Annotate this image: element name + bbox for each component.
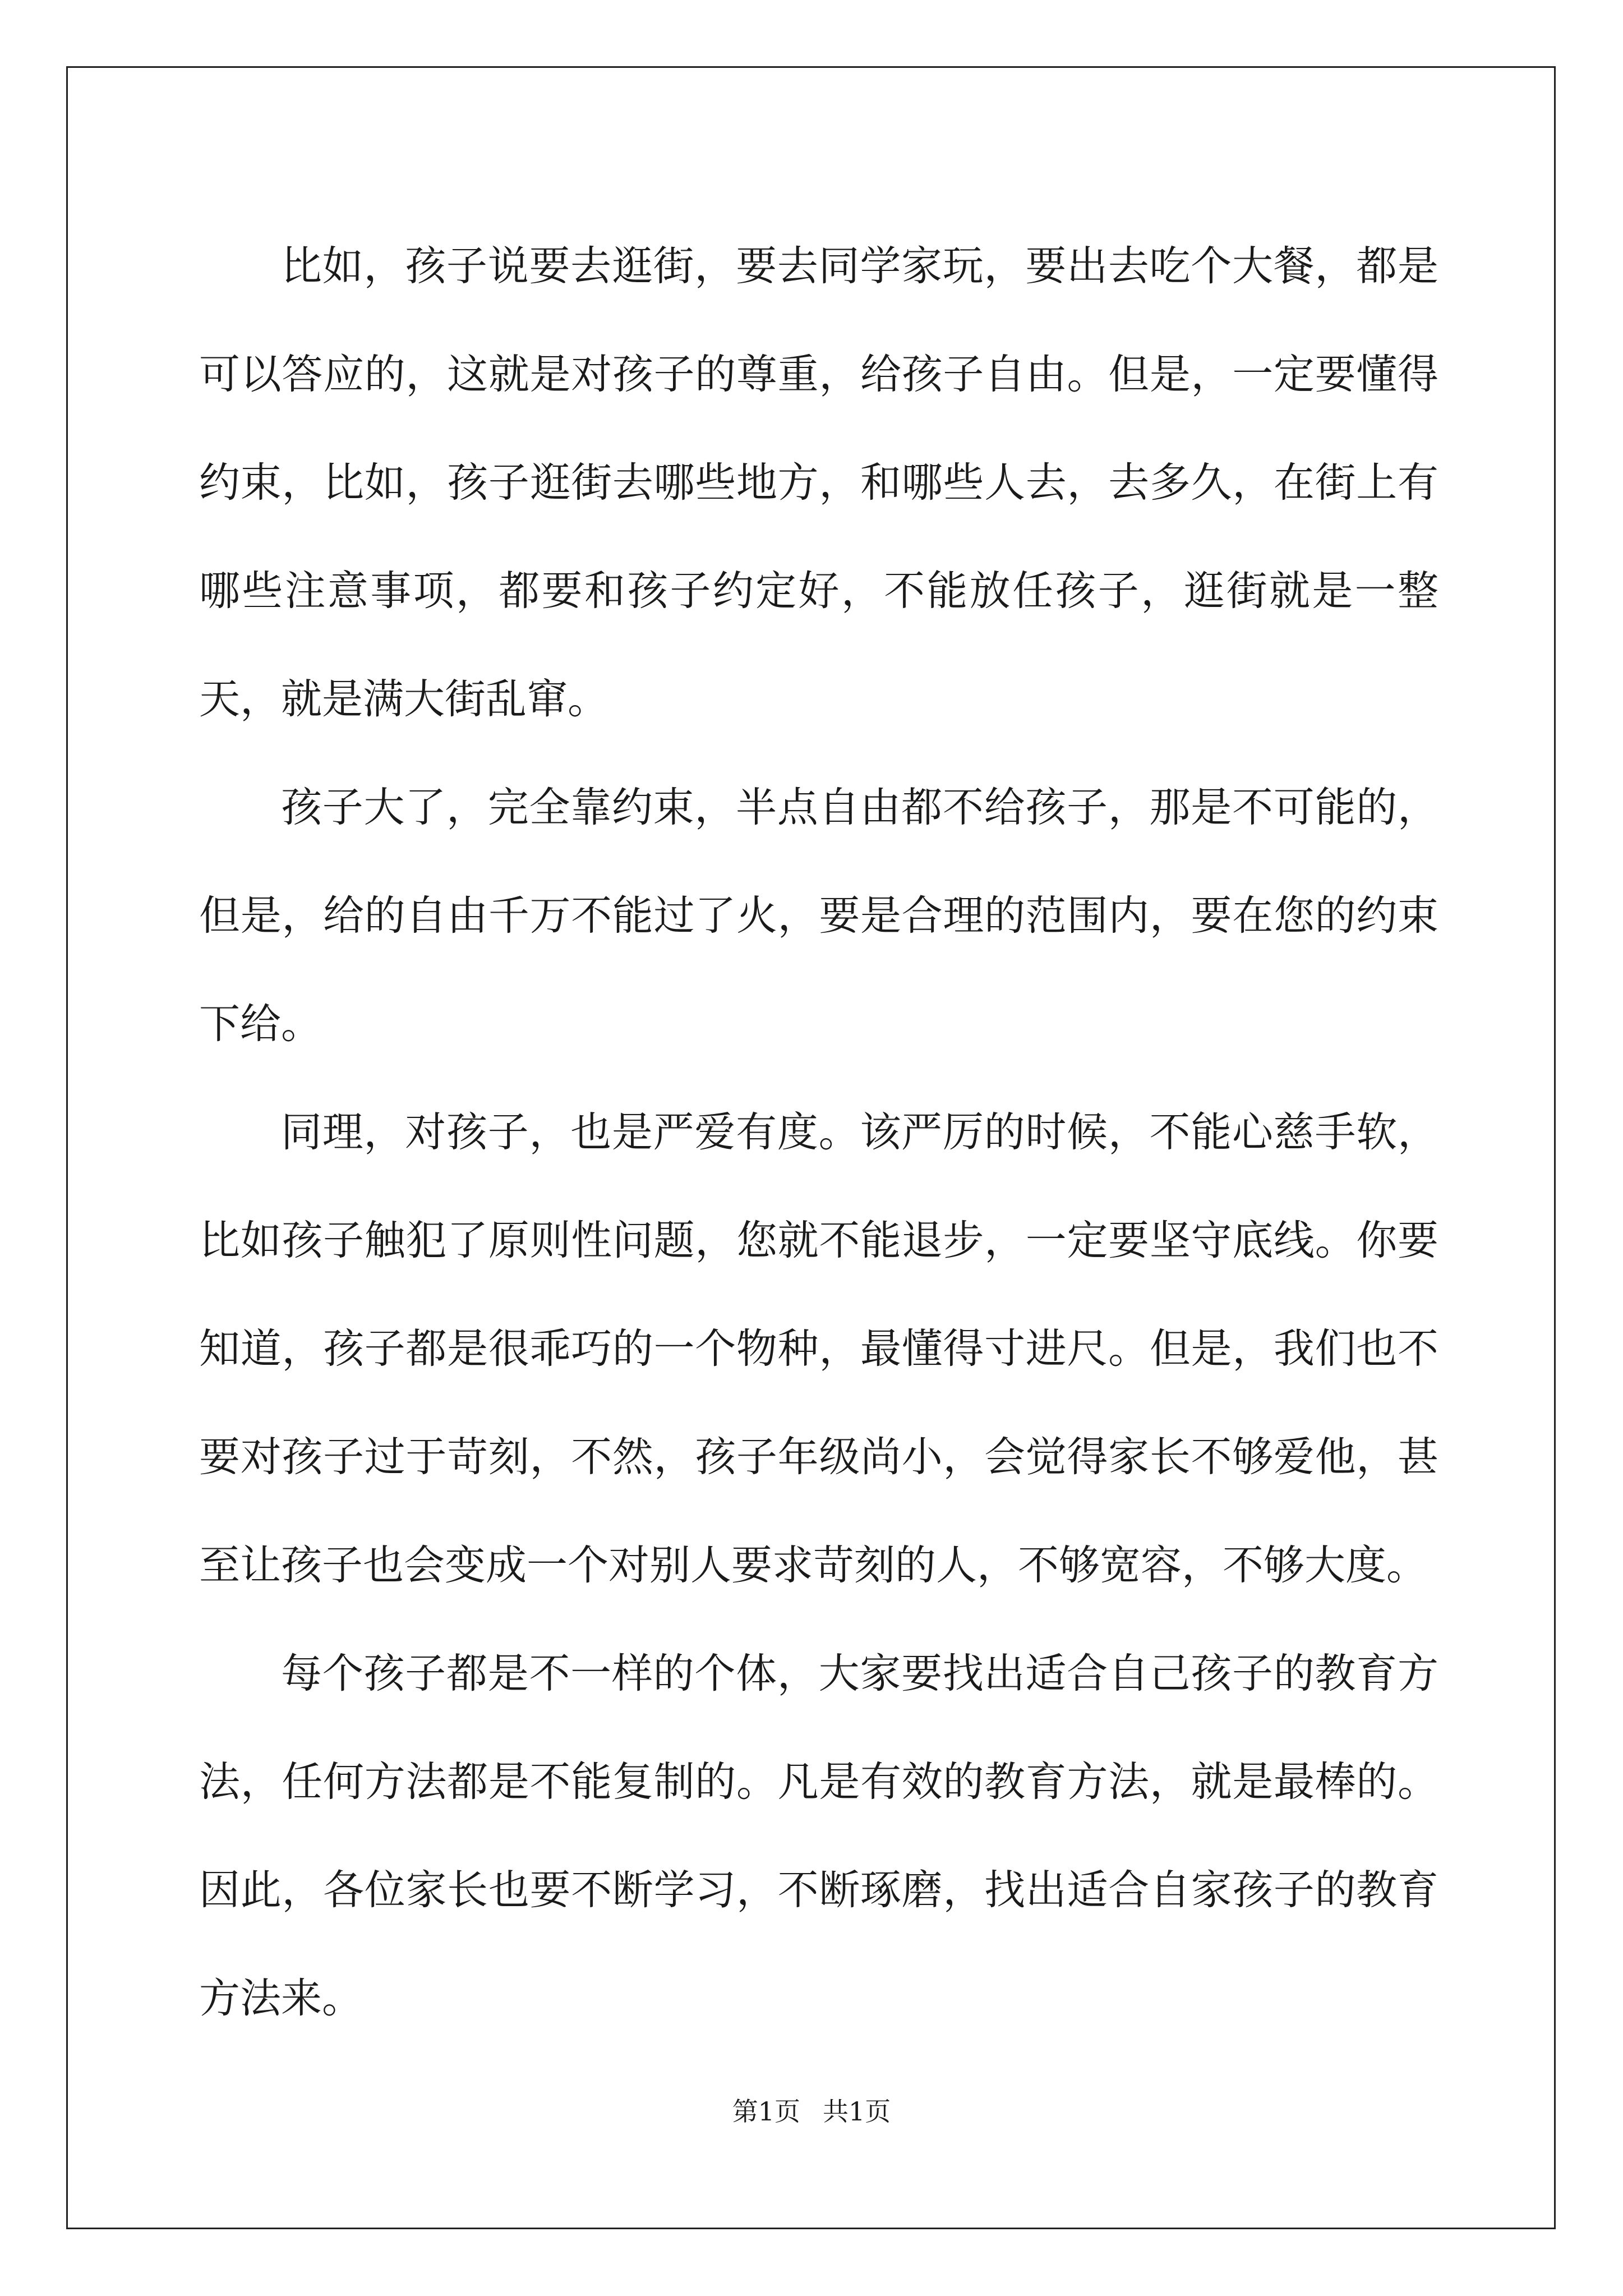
document-body [199, 212, 1438, 2053]
paragraph-3: 同理，对孩子，也是严爱有度。该严厉的时候，不能心慈手软，比如孩子触犯了原则性问题，您就不能退步，一定要坚守底线。你要知道，孩子都是很乖巧的一个物种，最懂得寸进尺。但是，我们也不要对孩子过于苛刻，不然，孩子年级尚小，会觉得家长不够爱他，甚至让孩子也会变成一个对别人要求苛刻的人，不够宽容，不够大度。 [199, 1108, 1438, 1589]
page-footer [0, 2095, 1623, 2128]
paragraph-1: 比如，孩子说要去逛街，要去同学家玩，要出去吃个大餐，都是可以答应的，这就是对孩子的尊重，给孩子自由。但是，一定要懂得约束，比如，孩子逛街去哪些地方，和哪些人去，去多久，在街上有哪些注意事项，都要和孩子约定好，不能放任孩子，逛街就是一整天，就是满大街乱窜。 [199, 242, 1438, 723]
paragraph-2: 孩子大了，完全靠约束，半点自由都不给孩子，那是不可能的，但是，给的自由千万不能过了火，要是合理的范围内，要在您的约束下给。 [199, 784, 1438, 1048]
paragraph-4: 每个孩子都是不一样的个体，大家要找出适合自己孩子的教育方法，任何方法都是不能复制的。凡是有效的教育方法，就是最棒的。因此，各位家长也要不断学习，不断琢磨，找出适合自家孩子的教育方法来。 [199, 1650, 1438, 2022]
total-pages: 共1页 [823, 2096, 891, 2127]
page-number: 第1页 [732, 2096, 800, 2127]
